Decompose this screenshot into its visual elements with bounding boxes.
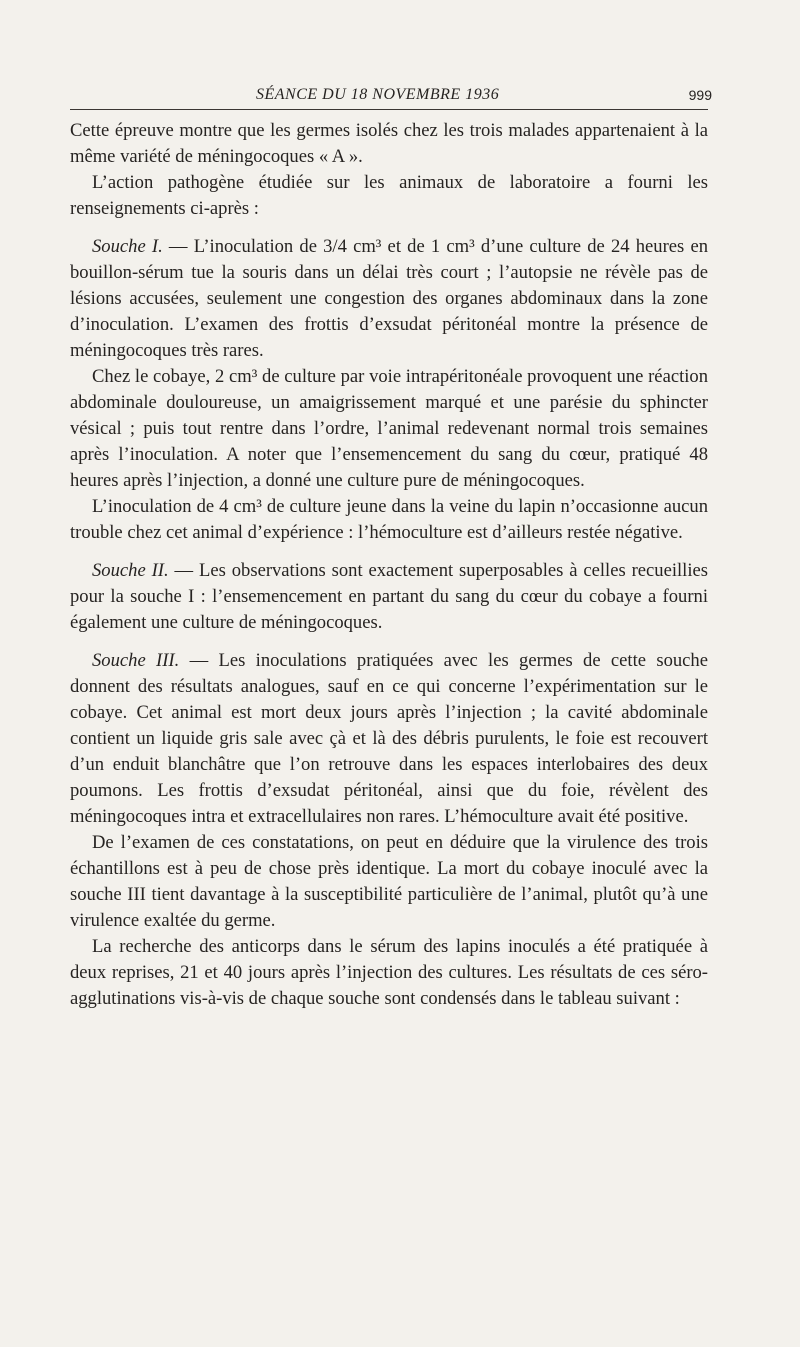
strain-2-text: — Les observations sont exactement superposables à celles recueillies pour la souche I : l’ensemencement en partant du sang du cœur du cobaye a fourni également une culture de méningocoques. bbox=[70, 560, 709, 633]
paragraph-strain-2 bbox=[70, 558, 708, 636]
page-number: 999 bbox=[688, 87, 712, 103]
running-title: SÉANCE DU 18 NOVEMBRE 1936 bbox=[256, 86, 500, 103]
strain-2-label: Souche II. bbox=[92, 560, 169, 581]
paragraph-guinea-pig: Chez le cobaye, 2 cm³ de culture par voie intrapéritonéale provoquent une réaction abdominale douloureuse, un amaigrissement marqué et une parésie du sphincter vésical ; puis tout rentre dans l’ordre, l’animal redevenant normal trois semaines après l’inoculation. A noter que l’ensemencement du sang du cœur, pratiqué 48 heures après l’injection, a donné une culture pure de méningocoques. bbox=[70, 366, 708, 491]
running-head bbox=[70, 80, 712, 108]
header-rule bbox=[70, 109, 708, 110]
paragraph-strain-1 bbox=[70, 234, 708, 364]
strain-1-text: — L’inoculation de 3/4 cm³ et de 1 cm³ d’une culture de 24 heures en bouillon-sérum tue la souris dans un délai très court ; l’autopsie ne révèle pas de lésions accusées, seulement une congestion des organes abdominaux dans la zone d’inoculation. L’examen des frottis d’exsudat péritonéal montre la présence de méningocoques très rares. bbox=[70, 236, 708, 361]
paragraph-germ-variety: Cette épreuve montre que les germes isolés chez les trois malades appartenaient à la même variété de méningocoques « A ». bbox=[70, 120, 708, 167]
strain-3-label: Souche III. bbox=[92, 650, 180, 671]
paragraph-pathogenic-action: L’action pathogène étudiée sur les animaux de laboratoire a fourni les renseignements ci-après : bbox=[70, 172, 708, 219]
paragraph-rabbit-inoculation: L’inoculation de 4 cm³ de culture jeune dans la veine du lapin n’occasionne aucun trouble chez cet animal d’expérience : l’hémoculture est d’ailleurs restée négative. bbox=[70, 496, 708, 543]
paragraph-antibody-search: La recherche des anticorps dans le sérum des lapins inoculés a été pratiquée à deux reprises, 21 et 40 jours après l’injection des cultures. Les résultats de ces séro-agglutinations vis-à-vis de chaque souche sont condensés dans le tableau suivant : bbox=[70, 936, 708, 1009]
strain-3-text: — Les inoculations pratiquées avec les germes de cette souche donnent des résultats analogues, sauf en ce qui concerne l’expérimentation sur le cobaye. Cet animal est mort deux jours après l’injection ; la cavité abdominale contient un liquide gris sale avec çà et là des débris purulents, le foie est recouvert d’un enduit blanchâtre que l’on retrouve dans les espaces interlobaires des deux poumons. Les frottis d’exsudat péritonéal, ainsi que du foie, révèlent des méningocoques intra et extracellulaires non rares. L’hémoculture avait été positive. bbox=[70, 650, 708, 827]
strain-1-label: Souche I. bbox=[92, 236, 163, 257]
paragraph-virulence-conclusion: De l’examen de ces constatations, on peut en déduire que la virulence des trois échantillons est à peu de chose près identique. La mort du cobaye inoculé avec la souche III tient davantage à la susceptibilité particulière de l’animal, plutôt qu’à une virulence exaltée du germe. bbox=[70, 832, 708, 931]
paragraph-strain-3 bbox=[70, 648, 708, 830]
